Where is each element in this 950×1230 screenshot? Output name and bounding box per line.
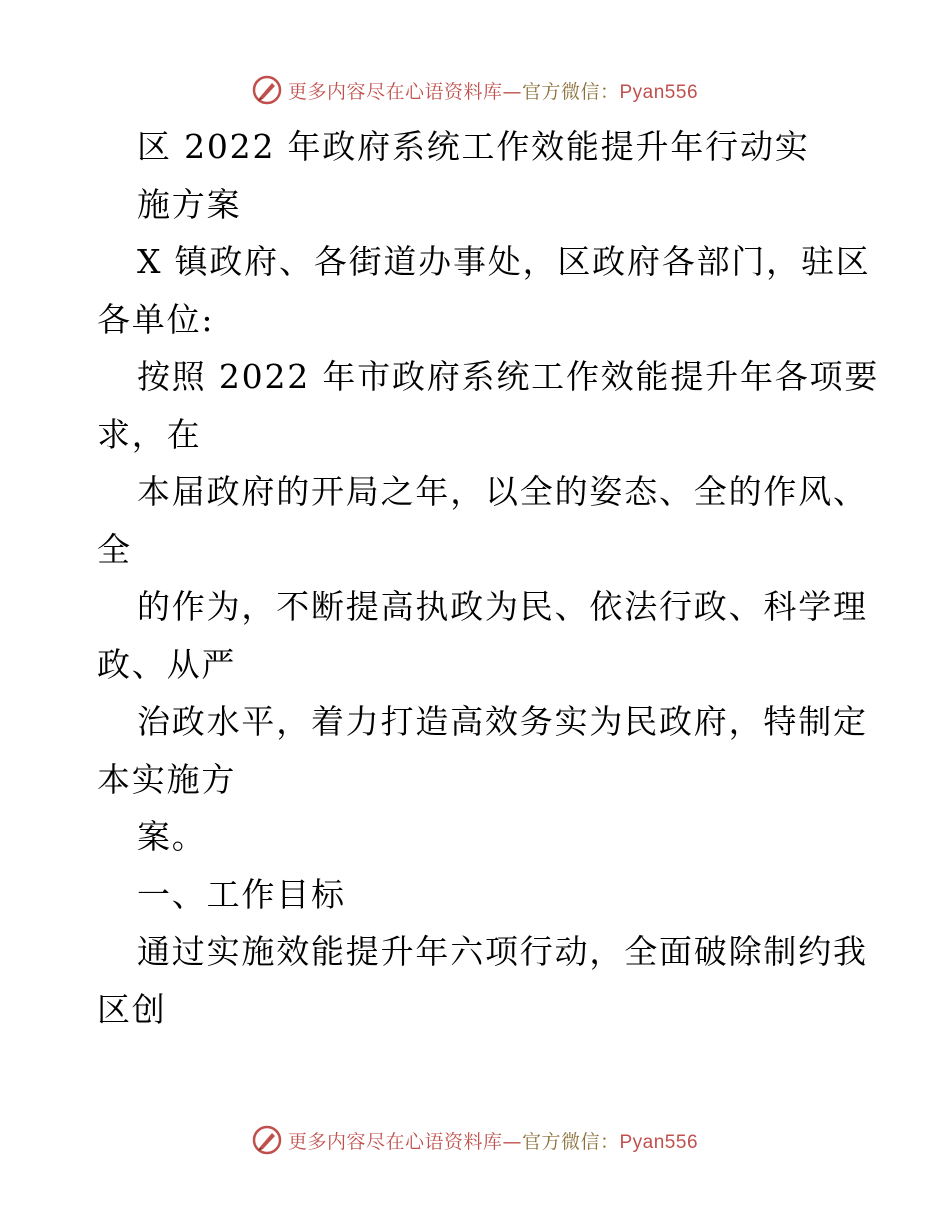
watermark-site-text: 更多内容尽在心语资料库— [287,80,522,103]
pen-logo-icon [252,75,282,105]
watermark-text [288,1127,698,1154]
document-line: 政、从严 [97,644,237,684]
watermark-wechat-label: 官方微信： [521,80,620,103]
watermark-site-text: 更多内容尽在心语资料库— [287,1130,522,1153]
document-line: 通过实施效能提升年六项行动，全面破除制约我 [137,932,868,971]
document-line: 全 [97,529,132,569]
document-body [97,118,880,1038]
document-line: 各单位: [97,299,215,339]
watermark-text [288,77,698,104]
watermark-wechat-id: Pyan556 [619,1131,699,1153]
document-line: 本届政府的开局之年，以全的姿态、全的作风、 [137,472,868,511]
document-line: 区 2022 年政府系统工作效能提升年行动实 [137,127,810,166]
watermark-wechat-label: 官方微信： [521,1130,620,1153]
document-line: 按照 2022 年市政府系统工作效能提升年各项要 [137,357,880,396]
document-line: 区创 [97,989,167,1029]
header-watermark-banner [0,70,950,110]
pen-logo-icon [252,1125,282,1155]
document-line: 案。 [137,817,207,856]
document-line: X 镇政府、各街道办事处，区政府各部门，驻区 [137,242,871,281]
document-line: 本实施方 [97,759,237,799]
watermark-wechat-id: Pyan556 [619,81,699,103]
document-line: 施方案 [137,184,242,224]
document-line: 一、工作目标 [137,874,346,914]
footer-watermark-banner [0,1120,950,1160]
document-line: 的作为，不断提高执政为民、依法行政、科学理 [137,587,868,626]
document-line: 求，在 [97,414,202,454]
document-line: 治政水平，着力打造高效务实为民政府，特制定 [137,702,868,741]
